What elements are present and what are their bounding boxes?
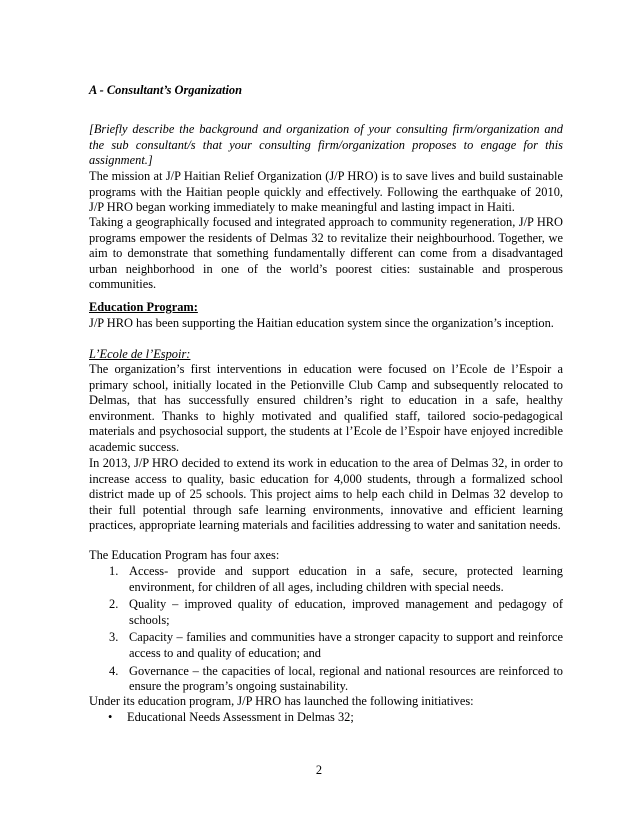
brief-instructions [89,122,563,169]
axis-text: Access- provide and support education in a safe, secure, protected learning environment, for children of all ages, including children with special needs. [129,564,563,594]
expansion-paragraph: In 2013, J/P HRO decided to extend its work in education to the area of Delmas 32, in order to increase access to quality, basic education for 4,000 students, through a formalized school district made up of 25 schools. This project aims to help each child in Delmas 32 develop to their full potential through safe learning environments, innovative and efficient learning practices, appropriate learning materials and facilities addressing to water and sanitation needs. [89,456,563,533]
brief-text: Briefly describe the background and organization of your consulting firm/organization and the sub consultant/s that your consulting firm/organization proposes to engage for this assignment. [89,122,563,168]
mission-paragraph: The mission at J/P Haitian Relief Organization (J/P HRO) is to save lives and build sustainable programs with the Haitian people quickly and effectively. Following the earthquake of 2010, J/P HRO began working immediately to make meaningful and lasting impact in Haiti. [89,169,563,215]
axis-number: 2. [109,597,119,612]
brief-open-bracket: [ [89,122,94,136]
approach-paragraph: Taking a geographically focused and integrated approach to community regeneration, J/P HRO programs empower the residents of Delmas 32 to revitalize their neighbourhood. Together, we aim to demonstrate that something fundamentally different can come from a disadvantaged urban neighborhood in one of the world’s poorest cities: sustainable and prosperous communities. [89,215,563,292]
axis-text: Quality – improved quality of education, improved management and pedagogy of schools; [129,597,563,627]
axis-number: 3. [109,630,119,645]
bullet-icon: • [108,710,113,724]
axis-text: Capacity – families and communities have a stronger capacity to support and reinforce access to and quality of education; and [129,630,563,660]
initiatives-intro: Under its education program, J/P HRO has launched the following initiatives: [89,694,474,708]
school-heading: L’Ecole de l’Espoir: [89,347,191,361]
axis-item [89,664,563,695]
axes-list [89,564,563,695]
page-number: 2 [315,763,323,777]
axis-item [89,630,563,661]
school-paragraph: The organization’s first interventions in education were focused on l’Ecole de l’Espoir a primary school, initially located in the Petionville Club Camp and subsequently relocated to Delmas, that has successfully ensured children’s right to education in a safe, healthy environment. Thanks to highly motivated and qualified staff, tailored socio-pedagogical materials and psychosocial support, the students at l’Ecole de l’Espoir have enjoyed incredible academic success. [89,362,563,454]
axes-intro: The Education Program has four axes: [89,548,280,562]
brief-close-bracket: ] [147,153,153,168]
axis-number: 4. [109,663,119,678]
axis-text: Governance – the capacities of local, regional and national resources are reinforced to ensure the program’s ongoing sustainability. [129,663,563,694]
initiative-text: Educational Needs Assessment in Delmas 32; [127,710,354,724]
section-title: A - Consultant’s Organization [89,83,242,97]
axis-item [89,564,563,595]
axis-item [89,597,563,628]
education-intro: J/P HRO has been supporting the Haitian education system since the organization’s inception. [89,316,554,330]
axis-number: 1. [109,564,119,578]
education-heading: Education Program: [89,300,198,314]
